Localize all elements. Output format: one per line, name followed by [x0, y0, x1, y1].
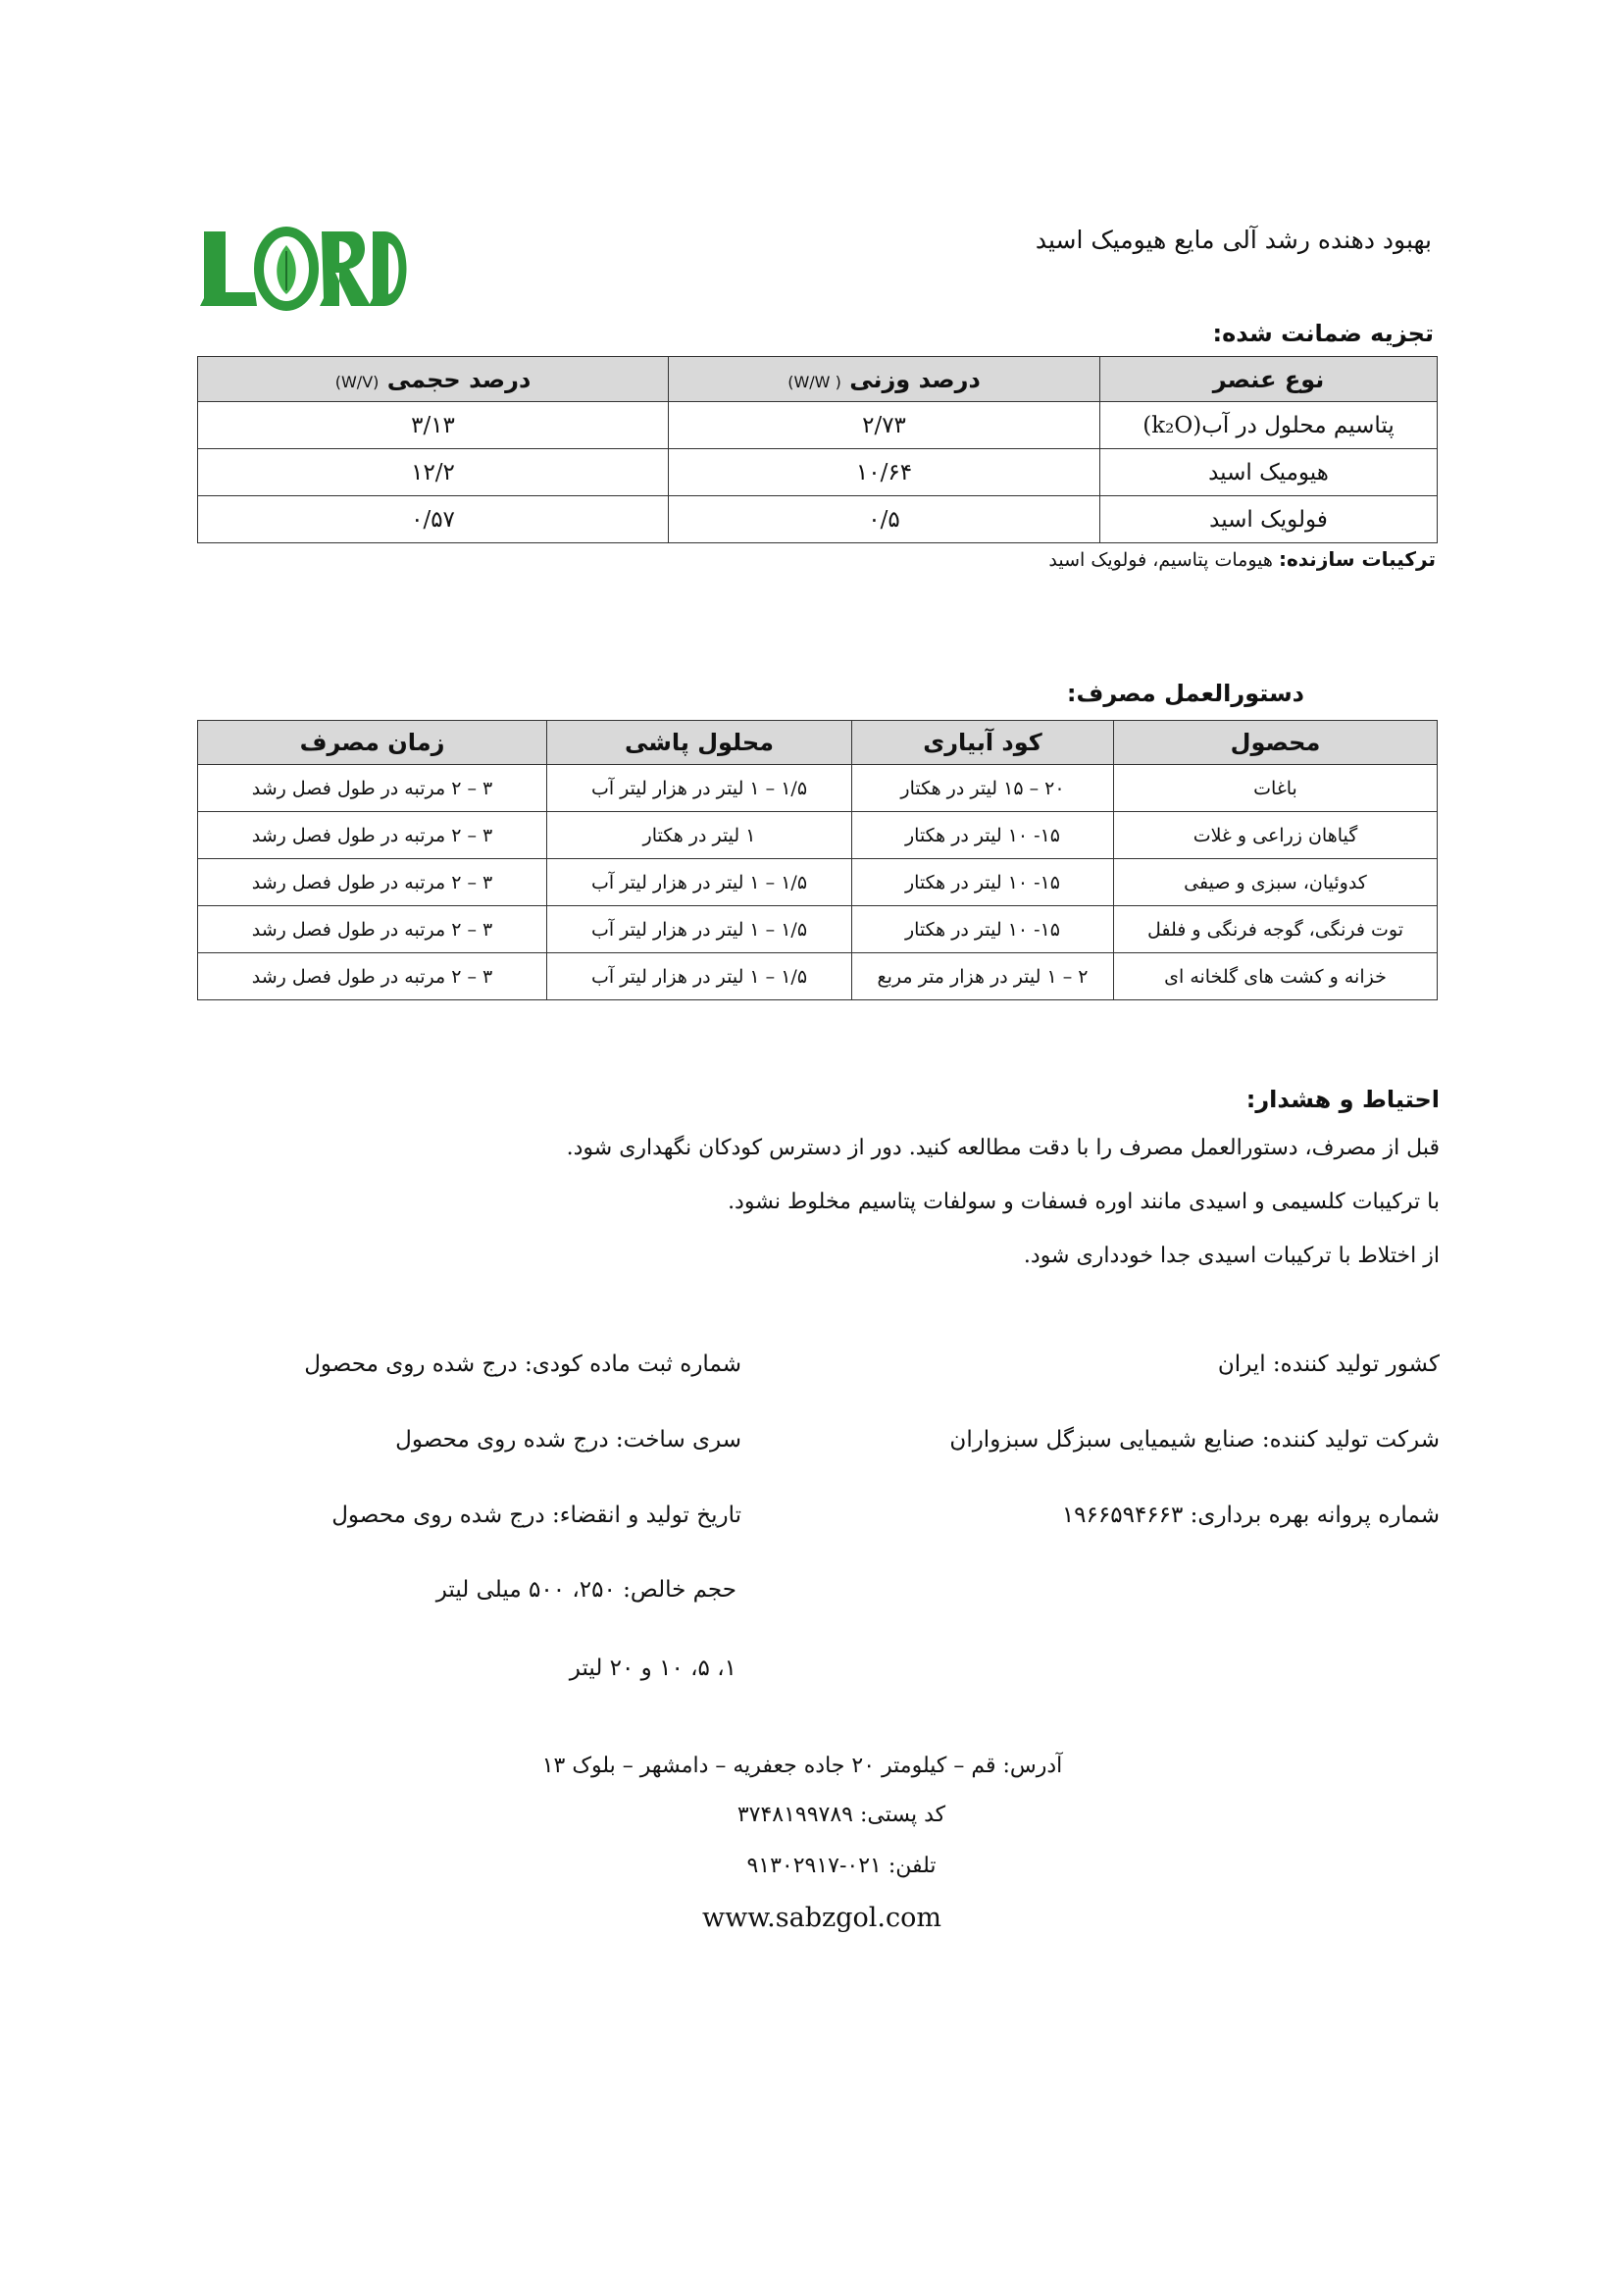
header-product: محصول: [1114, 721, 1438, 765]
warning-title: احتیاط و هشدار:: [1245, 1086, 1440, 1113]
analysis-table: [197, 356, 1438, 543]
cell-volume: ۰/۵۷: [198, 496, 669, 543]
header-weight: درصد وزنی ( W/W): [669, 357, 1100, 402]
composition-label: ترکیبات سازنده:: [1278, 547, 1436, 571]
document-title: بهبود دهنده رشد آلی مایع هیومیک اسید: [1035, 226, 1432, 254]
cell-product: توت فرنگی، گوجه فرنگی و فلفل: [1114, 906, 1438, 953]
phone: تلفن: ۰۲۱-۹۱۳۰۲۹۱۷: [746, 1854, 937, 1878]
usage-table: [197, 720, 1438, 1000]
table-row: [198, 953, 1438, 1000]
cell-volume: ۱۲/۲: [198, 449, 669, 496]
cell-spray: ۱/۵ – ۱ لیتر در هزار لیتر آب: [547, 765, 852, 812]
net-volume-continued: ۱، ۵، ۱۰ و ۲۰ لیتر: [569, 1656, 736, 1681]
composition-value: هیومات پتاسیم، فولویک اسید: [1048, 549, 1279, 571]
cell-weight: ۲/۷۳: [669, 402, 1100, 449]
header-spray: محلول پاشی: [547, 721, 852, 765]
warning-line: با ترکیبات کلسیمی و اسیدی مانند اوره فسفات و سولفات پتاسیم مخلوط نشود.: [728, 1190, 1440, 1214]
header-fertigation: کود آبیاری: [852, 721, 1114, 765]
production-expiry-dates: تاریخ تولید و انقضاء: درج شده روی محصول: [331, 1503, 741, 1528]
table-row: [198, 859, 1438, 906]
cell-fertigation: ۱۵- ۱۰ لیتر در هکتار: [852, 906, 1114, 953]
analysis-header-row: [198, 357, 1438, 402]
cell-fertigation: ۱۵- ۱۰ لیتر در هکتار: [852, 859, 1114, 906]
postal-code: کد پستی: ۳۷۴۸۱۹۹۷۸۹: [736, 1803, 946, 1827]
table-row: [198, 812, 1438, 859]
header-volume: درصد حجمی (W/V): [198, 357, 669, 402]
cell-product: باغات: [1114, 765, 1438, 812]
license-number: شماره پروانه بهره برداری: ۱۹۶۶۵۹۴۶۶۳: [1061, 1503, 1440, 1528]
cell-fertigation: ۲۰ – ۱۵ لیتر در هکتار: [852, 765, 1114, 812]
address: آدرس: قم – کیلومتر ۲۰ جاده جعفریه – دامشهر – بلوک ۱۳: [541, 1754, 1063, 1778]
cell-product: خزانه و کشت های گلخانه ای: [1114, 953, 1438, 1000]
cell-spray: ۱/۵ – ۱ لیتر در هزار لیتر آب: [547, 906, 852, 953]
cell-fertigation: ۱۵- ۱۰ لیتر در هکتار: [852, 812, 1114, 859]
batch-series: سری ساخت: درج شده روی محصول: [395, 1427, 741, 1453]
cell-time: ۳ – ۲ مرتبه در طول فصل رشد: [198, 812, 547, 859]
cell-time: ۳ – ۲ مرتبه در طول فصل رشد: [198, 906, 547, 953]
cell-time: ۳ – ۲ مرتبه در طول فصل رشد: [198, 765, 547, 812]
composition: [1048, 547, 1436, 571]
header-time: زمان مصرف: [198, 721, 547, 765]
cell-fertigation: ۲ – ۱ لیتر در هزار متر مربع: [852, 953, 1114, 1000]
table-row: [198, 402, 1438, 449]
cell-time: ۳ – ۲ مرتبه در طول فصل رشد: [198, 859, 547, 906]
cell-element: فولویک اسید: [1100, 496, 1438, 543]
cell-weight: ۰/۵: [669, 496, 1100, 543]
manufacturer: شرکت تولید کننده: صنایع شیمیایی سبزگل سبزواران: [949, 1427, 1440, 1453]
cell-spray: ۱/۵ – ۱ لیتر در هزار لیتر آب: [547, 953, 852, 1000]
cell-time: ۳ – ۲ مرتبه در طول فصل رشد: [198, 953, 547, 1000]
warning-line: قبل از مصرف، دستورالعمل مصرف را با دقت مطالعه کنید. دور از دسترس کودکان نگهداری شود.: [566, 1136, 1440, 1160]
country-of-origin: کشور تولید کننده: ایران: [1217, 1351, 1440, 1377]
table-row: [198, 906, 1438, 953]
table-row: [198, 449, 1438, 496]
cell-product: گیاهان زراعی و غلات: [1114, 812, 1438, 859]
cell-spray: ۱/۵ – ۱ لیتر در هزار لیتر آب: [547, 859, 852, 906]
cell-element: هیومیک اسید: [1100, 449, 1438, 496]
usage-header-row: [198, 721, 1438, 765]
registration-number: شماره ثبت ماده کودی: درج شده روی محصول: [304, 1351, 741, 1377]
cell-product: کدوئیان، سبزی و صیفی: [1114, 859, 1438, 906]
cell-weight: ۱۰/۶۴: [669, 449, 1100, 496]
lord-logo: [196, 224, 407, 312]
analysis-title: تجزیه ضمانت شده:: [1212, 320, 1434, 347]
cell-element: پتاسیم محلول در آب(k₂O): [1100, 402, 1438, 449]
table-row: [198, 496, 1438, 543]
cell-spray: ۱ لیتر در هکتار: [547, 812, 852, 859]
table-row: [198, 765, 1438, 812]
website-link[interactable]: www.sabzgol.com: [702, 1903, 941, 1933]
cell-volume: ۳/۱۳: [198, 402, 669, 449]
net-volume: حجم خالص: ۲۵۰، ۵۰۰ میلی لیتر: [435, 1577, 736, 1603]
header-element: نوع عنصر: [1100, 357, 1438, 402]
warning-line: از اختلاط با ترکیبات اسیدی جدا خودداری شود.: [1023, 1244, 1440, 1268]
usage-title: دستورالعمل مصرف:: [1066, 680, 1304, 707]
